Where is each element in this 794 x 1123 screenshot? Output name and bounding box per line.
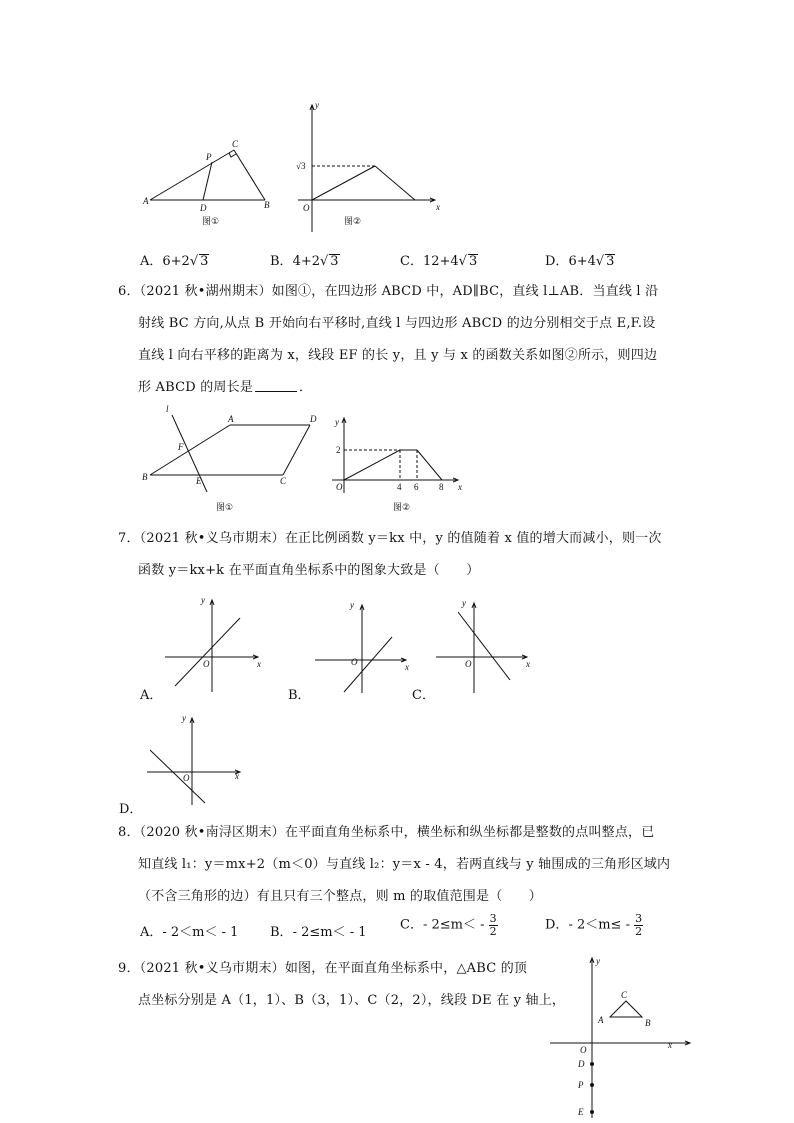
q5-fig1-label-a: A [143,196,149,206]
q6-fig2-xtick-4: 4 [397,482,402,492]
q6-fig1-label-a: A [228,414,234,424]
q5-option-b[interactable]: B．4+2√ 3 [270,254,339,269]
q9-x-label: x [668,1040,672,1050]
q7-option-d[interactable]: D． [119,802,143,817]
q7d-origin: O [183,773,190,783]
q6-fig1-caption: 图① [216,503,234,513]
q5-fig2-x-label: x [436,202,440,212]
q6-fig1-label-c: C [280,476,287,486]
q8-line-3: （不含三角形的边）有且只有三个整点，则 m 的取值范围是（ ） [138,889,542,904]
q8-line-1: 8．（2020 秋•南浔区期末）在平面直角坐标系中，横坐标和纵坐标都是整数的点叫整点，已 [118,825,655,840]
q6-line-4: 形 ABCD 的周长是 ． [138,380,313,395]
q6-line-1: 6．（2021 秋•湖州期末）如图①，在四边形 ABCD 中，AD∥BC，直线 l⊥AB．当直线 l 沿 [118,284,659,299]
sqrt-sign: √ [458,254,467,269]
q9-point-e [590,1110,594,1114]
sqrt-sign: √ [320,254,329,269]
q7c-origin: O [465,659,472,669]
q7a-x-label: x [257,659,261,669]
q5-option-c[interactable]: C．12+4√ 3 [400,254,478,269]
q7a-origin: O [203,659,210,669]
q8-line-2: 知直线 l₁：y＝mx+2（m＜0）与直线 l₂：y＝x - 4，若两直线与 y 轴围成的三角形区域内 [138,857,671,872]
q6-fig1-label-f: F [178,442,184,452]
q7-option-c[interactable]: C． [412,688,435,703]
q6-line-3: 直线 l 向右平移的距离为 x，线段 EF 的长 y，且 y 与 x 的函数关系如图②所示，则四边 [138,348,658,363]
q7a-y-label: y [201,595,205,605]
q5-fig1-caption: 图① [202,217,220,227]
q7-option-b[interactable]: B． [288,688,311,703]
q7c-y-label: y [462,598,466,608]
q6-fig2-xtick-8: 8 [439,482,444,492]
q9-line-2: 点坐标分别是 A（1，1）、B（3，1）、C（2，2），线段 DE 在 y 轴上， [138,993,566,1008]
q9-label-o: O [580,1045,587,1055]
q9-point-d [590,1062,594,1066]
q8-c-fraction: $\frac{3}{2}$ [489,912,497,938]
q6-fig1-label-l: l [166,404,169,414]
q7b-origin: O [351,657,358,667]
q6-fig2-caption: 图② [393,503,411,513]
q5-fig2-caption: 图② [344,217,362,227]
q7c-x-label: x [526,659,530,669]
q7-option-a[interactable]: A． [140,688,163,703]
q6-fig2-origin: O [336,482,343,492]
q6-line-2: 射线 BC 方向,从点 B 开始向右平移时,直线 l 与四边形 ABCD 的边分别相交于点 E,F.设 [138,316,656,331]
q5-fig2-origin: O [303,203,310,213]
q8-option-b[interactable]: B．- 2≤m＜ - 1 [270,925,367,940]
q9-label-b: B [645,1018,651,1028]
q5-fig2-ytick: √3 [296,161,306,171]
q6-fig1-label-b: B [142,472,148,482]
q5-fig1-label-d: D [200,203,207,213]
q9-line-1: 9．（2021 秋•义乌市期末）如图，在平面直角坐标系中，△ABC 的顶 [118,961,528,976]
q8-option-d[interactable]: D．- 2＜m≤ - $\frac{3}{2}$ [545,912,643,938]
q8-d-fraction: $\frac{3}{2}$ [635,912,643,938]
q9-y-label: y [596,956,600,966]
q9-label-e: E [578,1107,584,1117]
q6-fig2-x-label: x [458,482,462,492]
q7b-y-label: y [350,600,354,610]
q7d-x-label: x [235,771,239,781]
q5-option-d[interactable]: D．6+4√ 3 [545,254,615,269]
q9-label-a: A [598,1015,604,1025]
q7-line-1: 7．（2021 秋•义乌市期末）在正比例函数 y＝kx 中，y 的值随着 x 值的增大而减小，则一次 [118,531,662,546]
q5-fig1-label-c: C [232,139,239,149]
q9-point-p [590,1083,594,1087]
q7b-x-label: x [405,662,409,672]
q7-line-2: 函数 y＝kx+k 在平面直角坐标系中的图象大致是（ ） [138,563,480,578]
sqrt-sign: √ [595,254,605,269]
q5-fig1-label-b: B [264,200,270,210]
q5-fig2-y-label: y [315,100,319,110]
q9-label-c: C [621,990,628,1000]
q8-option-c[interactable]: C．- 2≤m＜ - $\frac{3}{2}$ [400,912,497,938]
q9-triangle-abc [610,1001,642,1017]
q6-fig1-label-d: D [310,414,317,424]
q6-fig2-xtick-6: 6 [414,482,419,492]
sqrt-sign: √ [189,254,199,269]
q6-fig2-y-label: y [335,417,339,427]
q9-label-d: D [578,1059,585,1069]
q6-fig1-label-e: E [196,476,202,486]
q7d-y-label: y [182,713,186,723]
q5-fig1-label-p: P [206,152,212,162]
q6-fig2-ytick-2: 2 [336,445,341,455]
q5-option-a[interactable]: A．6+2√ 3 [140,254,209,269]
q8-option-a[interactable]: A．- 2＜m＜ - 1 [140,925,239,940]
q9-label-p: P [578,1080,584,1090]
